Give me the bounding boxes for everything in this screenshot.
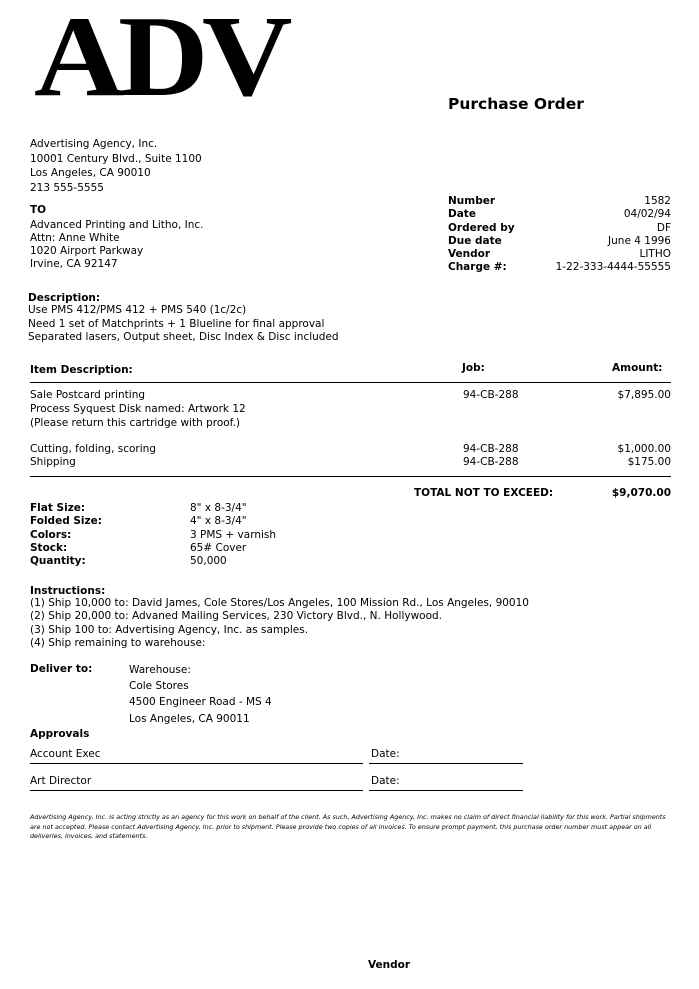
description-label: Description:: [28, 292, 101, 304]
item-job: 94-CB-288: [463, 456, 519, 468]
order-info-row: [448, 222, 671, 235]
to-line: Advanced Printing and Litho, Inc.: [30, 219, 204, 231]
description-text: [28, 304, 339, 345]
disclaimer-text: Advertising Agency, Inc. is acting strictly as an agency for this work on behalf of the client. As such, Advertising Agency, Inc. makes no claim of direct financial liability for this work. Partial shipments are not accepted. Please contact Advertising Agency, Inc. prior to shipment. Please provide two copies of all invoices. To ensure prompt payment, this purchase order number must appear on all deliveries, invoices, and statements.: [30, 813, 666, 840]
total-label: TOTAL NOT TO EXCEED:: [414, 487, 554, 499]
order-info-row: [448, 195, 671, 208]
order-info: [448, 195, 671, 275]
total-value: $9,070.00: [611, 487, 671, 499]
deliver-line: Los Angeles, CA 90011: [129, 712, 250, 725]
specs: [30, 502, 330, 568]
approvals-label: Approvals: [30, 728, 90, 740]
from-line: 10001 Century Blvd., Suite 1100: [30, 152, 202, 165]
instruction-line: (3) Ship 100 to: Advertising Agency, Inc. as samples.: [30, 623, 309, 636]
order-info-row: [448, 208, 671, 221]
spec-label: Flat Size:: [30, 502, 86, 514]
item-job: 94-CB-288: [463, 389, 519, 401]
signature-line[interactable]: [30, 790, 363, 791]
approval-role: Art Director: [30, 775, 92, 787]
spec-label: Quantity:: [30, 555, 86, 568]
items-table: [30, 388, 671, 478]
divider: [30, 476, 671, 477]
deliver-line: Warehouse:: [129, 664, 191, 676]
deliver-line: Cole Stores: [129, 680, 189, 693]
spec-row: [30, 502, 330, 515]
spec-value: 4" x 8-3/4": [190, 515, 247, 528]
copy-label: Vendor: [368, 959, 411, 971]
spec-row: [30, 542, 330, 555]
item-job: 94-CB-288: [463, 443, 519, 455]
instructions-label: Instructions:: [30, 585, 106, 597]
item-desc: Process Syquest Disk named: Artwork 12: [30, 403, 246, 415]
order-info-row: [448, 261, 671, 274]
instruction-line: (2) Ship 20,000 to: Advaned Mailing Services, 230 Victory Blvd., N. Hollywood.: [30, 610, 443, 623]
spec-row: [30, 529, 330, 542]
from-line: 213 555-5555: [30, 181, 104, 194]
item-description-header: Item Description:: [30, 364, 133, 376]
order-info-label: Due date: [448, 234, 502, 247]
spec-value: 50,000: [190, 555, 227, 568]
order-info-label: Charge #:: [448, 261, 507, 274]
instruction-line: (1) Ship 10,000 to: David James, Cole Stores/Los Angeles, 100 Mission Rd., Los Angeles, 90010: [30, 597, 529, 609]
deliver-label: Deliver to:: [30, 663, 93, 675]
spec-value: 3 PMS + varnish: [190, 528, 277, 541]
spec-label: Stock:: [30, 541, 68, 554]
order-info-label: Vendor: [448, 248, 491, 261]
order-info-value: 04/02/94: [623, 208, 671, 221]
approval-date-label: Date:: [371, 748, 400, 760]
spec-label: Folded Size:: [30, 515, 102, 528]
date-line[interactable]: [369, 763, 523, 764]
divider: [30, 382, 671, 383]
instructions-list: [30, 597, 529, 650]
item-desc: Cutting, folding, scoring: [30, 443, 156, 455]
from-line: Los Angeles, CA 90010: [30, 167, 151, 179]
spec-value: 8" x 8-3/4": [190, 502, 247, 514]
job-header: Job:: [462, 362, 485, 374]
deliver-address: [129, 662, 272, 727]
spec-label: Colors:: [30, 528, 72, 541]
table-row: [30, 442, 671, 456]
order-info-label: Date: [448, 208, 476, 221]
order-info-value: 1-22-333-4444-55555: [555, 261, 671, 274]
order-info-value: DF: [656, 221, 671, 234]
item-amount: $1,000.00: [617, 443, 671, 455]
spec-row: [30, 515, 330, 528]
amount-header: Amount:: [612, 362, 663, 374]
item-amount: $175.00: [627, 456, 671, 468]
to-address: [30, 219, 204, 271]
to-line: Irvine, CA 92147: [30, 258, 118, 270]
order-info-value: LITHO: [639, 248, 671, 261]
order-info-row: [448, 248, 671, 261]
order-info-value: June 4 1996: [608, 234, 671, 247]
page-title: Purchase Order: [448, 95, 584, 113]
table-row: [30, 402, 671, 416]
table-row: [30, 455, 671, 469]
from-line: Advertising Agency, Inc.: [30, 138, 158, 150]
order-info-row: [448, 235, 671, 248]
to-label: TO: [30, 204, 47, 216]
date-line[interactable]: [369, 790, 523, 791]
description-line: Separated lasers, Output sheet, Disc Index & Disc included: [28, 331, 339, 343]
spec-value: 65# Cover: [190, 541, 247, 554]
item-desc: (Please return this cartridge with proof.): [30, 417, 241, 429]
deliver-line: 4500 Engineer Road - MS 4: [129, 696, 272, 709]
spec-row: [30, 555, 330, 568]
company-logo: ADV: [34, 0, 286, 121]
instruction-line: (4) Ship remaining to warehouse:: [30, 636, 206, 649]
table-row: [30, 388, 671, 402]
approval-date-label: Date:: [371, 775, 400, 787]
item-desc: Shipping: [30, 456, 76, 468]
table-row: [30, 416, 671, 430]
item-desc: Sale Postcard printing: [30, 389, 146, 401]
description-line: Need 1 set of Matchprints + 1 Blueline for final approval: [28, 317, 325, 330]
description-line: Use PMS 412/PMS 412 + PMS 540 (1c/2c): [28, 304, 247, 316]
order-info-label: Ordered by: [448, 221, 515, 234]
order-info-label: Number: [448, 195, 496, 207]
approval-role: Account Exec: [30, 748, 101, 760]
order-info-value: 1582: [644, 195, 671, 207]
item-amount: $7,895.00: [617, 389, 671, 401]
from-address: [30, 137, 202, 195]
signature-line[interactable]: [30, 763, 363, 764]
to-line: Attn: Anne White: [30, 232, 120, 244]
to-line: 1020 Airport Parkway: [30, 245, 144, 257]
